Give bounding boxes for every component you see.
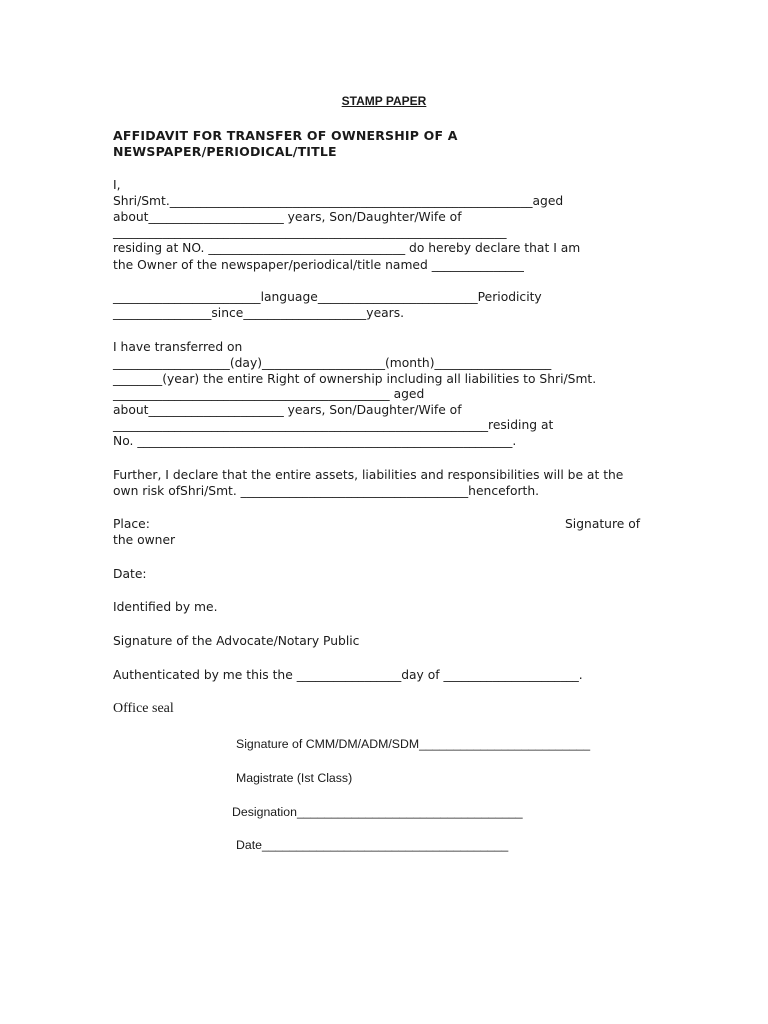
- language-line-2: ________________since____________________years.: [113, 306, 405, 320]
- language-line-1: ________________________language__________________________Periodicity: [113, 290, 542, 304]
- advocate-signature-line: Signature of the Advocate/Notary Public: [113, 634, 360, 648]
- transfer-line-5: about______________________ years, Son/Daughter/Wife of: [113, 403, 462, 417]
- transfer-line-1: I have transferred on: [113, 340, 243, 354]
- heading-line-1: AFFIDAVIT FOR TRANSFER OF OWNERSHIP OF A: [113, 128, 458, 143]
- magistrate-date-line: Date____________________________________: [236, 838, 509, 852]
- affidavit-heading: [113, 128, 673, 160]
- transfer-line-7: No. _____________________________________________________________.: [113, 434, 517, 448]
- heading-line-2: NEWSPAPER/PERIODICAL/TITLE: [113, 144, 337, 159]
- declaration-line-2: Shri/Smt.___________________________________________________________aged: [113, 194, 564, 208]
- authenticated-line: Authenticated by me this the _________________day of ______________________.: [113, 668, 583, 682]
- declaration-line-5: residing at NO. ________________________________ do hereby declare that I am: [113, 241, 581, 255]
- document-title: STAMP PAPER: [341, 94, 427, 108]
- signature-owner-label-1: Signature of: [565, 517, 641, 531]
- transfer-line-3: ________(year) the entire Right of ownership including all liabilities to Shri/Smt.: [113, 372, 597, 386]
- place-label: Place:: [113, 517, 150, 531]
- further-line-1: Further, I declare that the entire assets, liabilities and responsibilities will be at the: [113, 468, 624, 482]
- declaration-line-1: I,: [113, 178, 121, 192]
- date-label: Date:: [113, 567, 147, 581]
- signature-owner-label-2: the owner: [113, 533, 176, 547]
- designation-line: Designation_________________________________: [232, 805, 523, 819]
- further-line-2: own risk ofShri/Smt. _____________________________________henceforth.: [113, 484, 540, 498]
- office-seal-label: Office seal: [113, 701, 174, 716]
- magistrate-signature-line: Signature of CMM/DM/ADM/SDM_________________________: [236, 737, 591, 751]
- declaration-line-6: the Owner of the newspaper/periodical/title named _______________: [113, 258, 524, 272]
- declaration-line-4: ________________________________________________________________: [113, 225, 507, 239]
- declaration-line-3: about______________________ years, Son/Daughter/Wife of: [113, 210, 462, 224]
- magistrate-class-line: Magistrate (Ist Class): [236, 771, 353, 785]
- transfer-line-2: ___________________(day)____________________(month)___________________: [113, 356, 552, 370]
- transfer-line-6: _____________________________________________________________residing at: [113, 418, 554, 432]
- transfer-line-4: _____________________________________________ aged: [113, 387, 425, 401]
- identified-line: Identified by me.: [113, 600, 218, 614]
